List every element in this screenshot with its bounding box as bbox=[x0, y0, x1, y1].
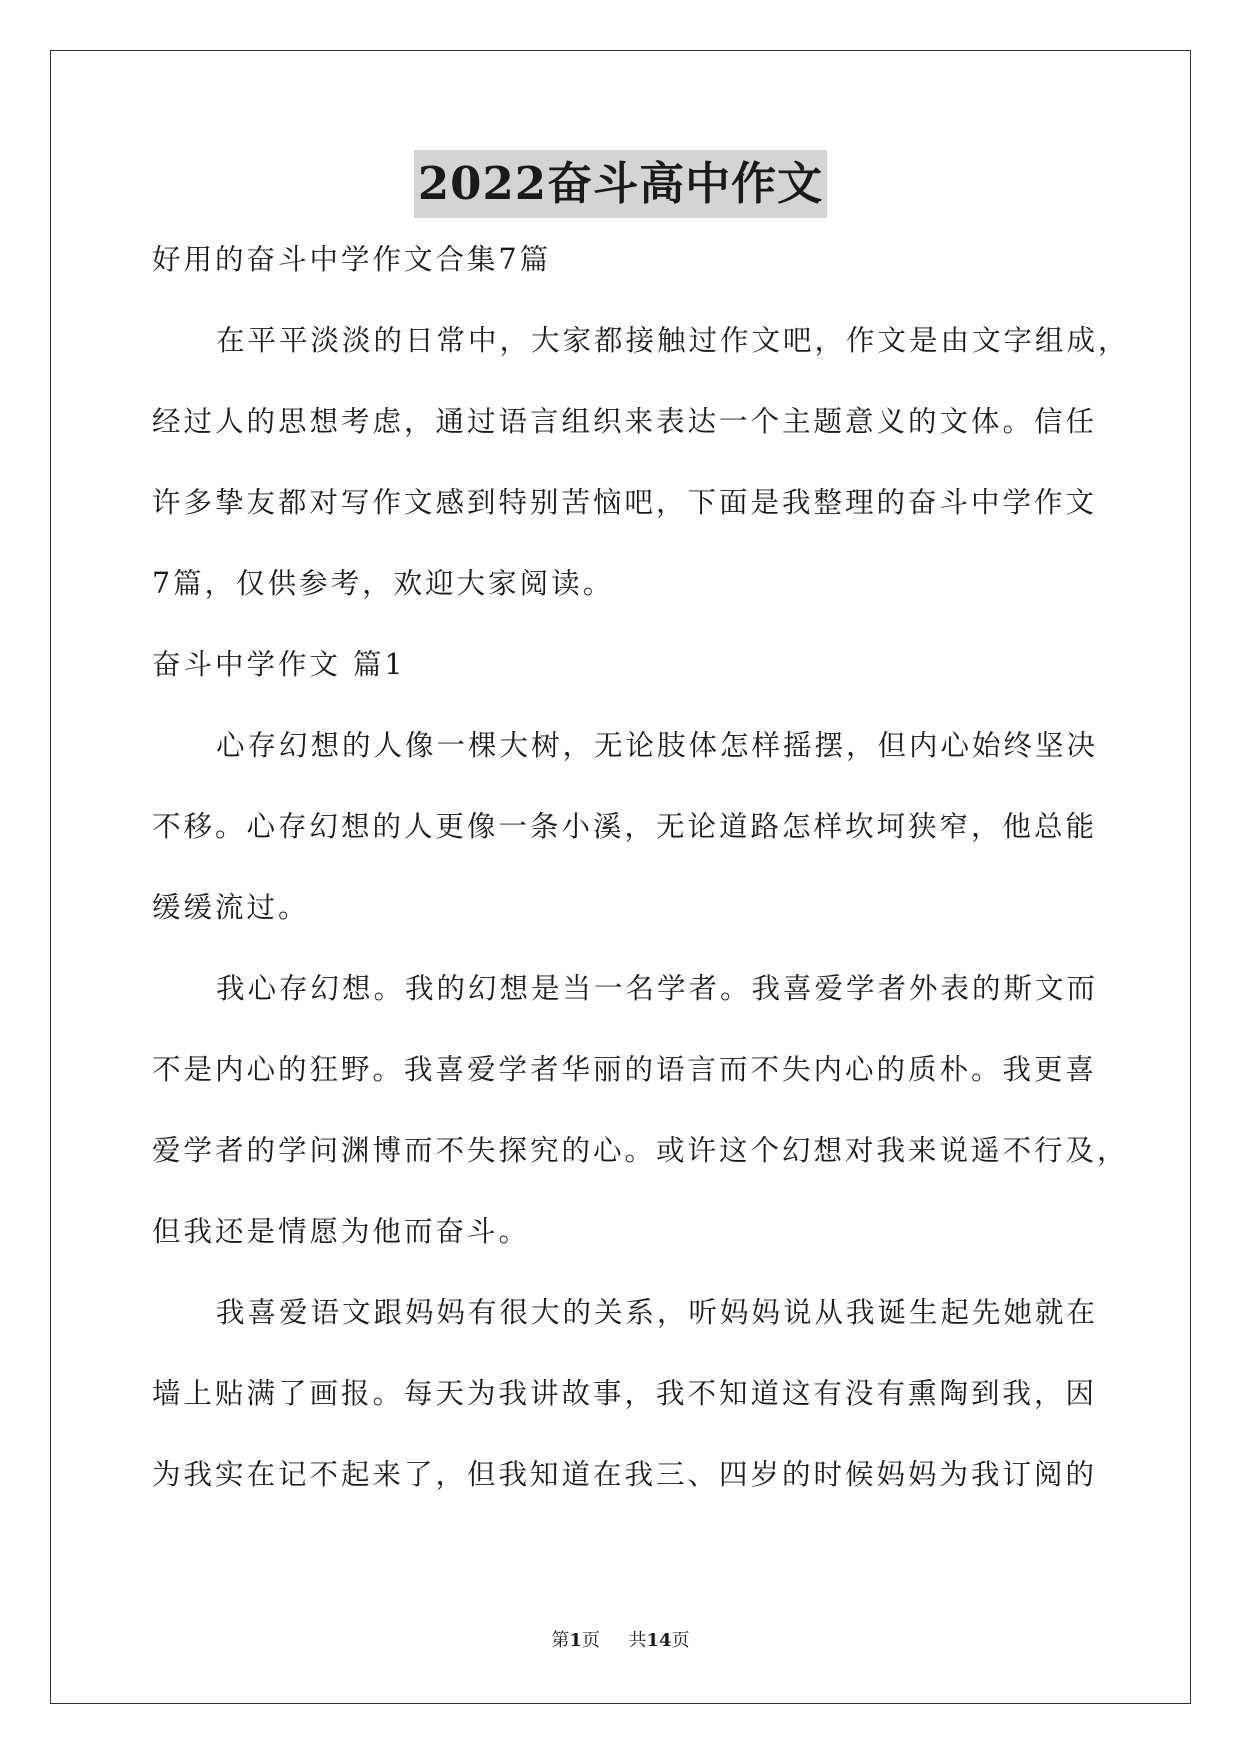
text-line: 爱学者的学问渊博而不失探究的心。或许这个幻想对我来说遥不行及， bbox=[152, 1134, 1129, 1167]
text-line: 为我实在记不起来了，但我知道在我三、四岁的时候妈妈为我订阅的 bbox=[152, 1458, 1098, 1491]
text-line: 但我还是情愿为他而奋斗。 bbox=[152, 1215, 531, 1248]
document-body bbox=[152, 238, 1130, 1534]
text-line: 不移。心存幻想的人更像一条小溪，无论道路怎样坎坷狭窄，他总能 bbox=[152, 810, 1098, 843]
title-container bbox=[0, 150, 1241, 218]
text-line: 不是内心的狂野。我喜爱学者华丽的语言而不失内心的质朴。我更喜 bbox=[152, 1053, 1098, 1086]
text-line: 好用的奋斗中学作文合集7篇 bbox=[152, 243, 552, 276]
page-indicator bbox=[551, 1630, 600, 1651]
document-title: 2022奋斗高中作文 bbox=[414, 150, 827, 218]
total-pages: 14 bbox=[646, 1630, 672, 1651]
text-line: 墙上贴满了画报。每天为我讲故事，我不知道这有没有熏陶到我，因 bbox=[152, 1377, 1098, 1410]
text-line: 7篇，仅供参考，欢迎大家阅读。 bbox=[152, 567, 615, 600]
text-line: 许多挚友都对写作文感到特别苦恼吧，下面是我整理的奋斗中学作文 bbox=[152, 486, 1098, 519]
text-line: 我心存幻想。我的幻想是当一名学者。我喜爱学者外表的斯文而 bbox=[216, 972, 1099, 1005]
text-line: 缓缓流过。 bbox=[152, 891, 310, 924]
total-suffix: 页 bbox=[671, 1630, 690, 1651]
text-line: 在平平淡淡的日常中，大家都接触过作文吧，作文是由文字组成， bbox=[216, 324, 1130, 357]
page-footer bbox=[0, 1626, 1241, 1652]
text-line: 我喜爱语文跟妈妈有很大的关系，听妈妈说从我诞生起先她就在 bbox=[216, 1296, 1099, 1329]
text-line: 经过人的思想考虑，通过语言组织来表达一个主题意义的文体。信任 bbox=[152, 405, 1098, 438]
total-prefix: 共 bbox=[628, 1630, 647, 1651]
total-pages-indicator bbox=[629, 1630, 690, 1651]
section-heading: 奋斗中学作文 篇1 bbox=[152, 648, 406, 681]
text-line: 心存幻想的人像一棵大树，无论肢体怎样摇摆，但内心始终坚决 bbox=[216, 729, 1099, 762]
page-suffix: 页 bbox=[581, 1630, 600, 1651]
page-prefix: 第 bbox=[551, 1630, 570, 1651]
page-number: 1 bbox=[569, 1630, 582, 1651]
